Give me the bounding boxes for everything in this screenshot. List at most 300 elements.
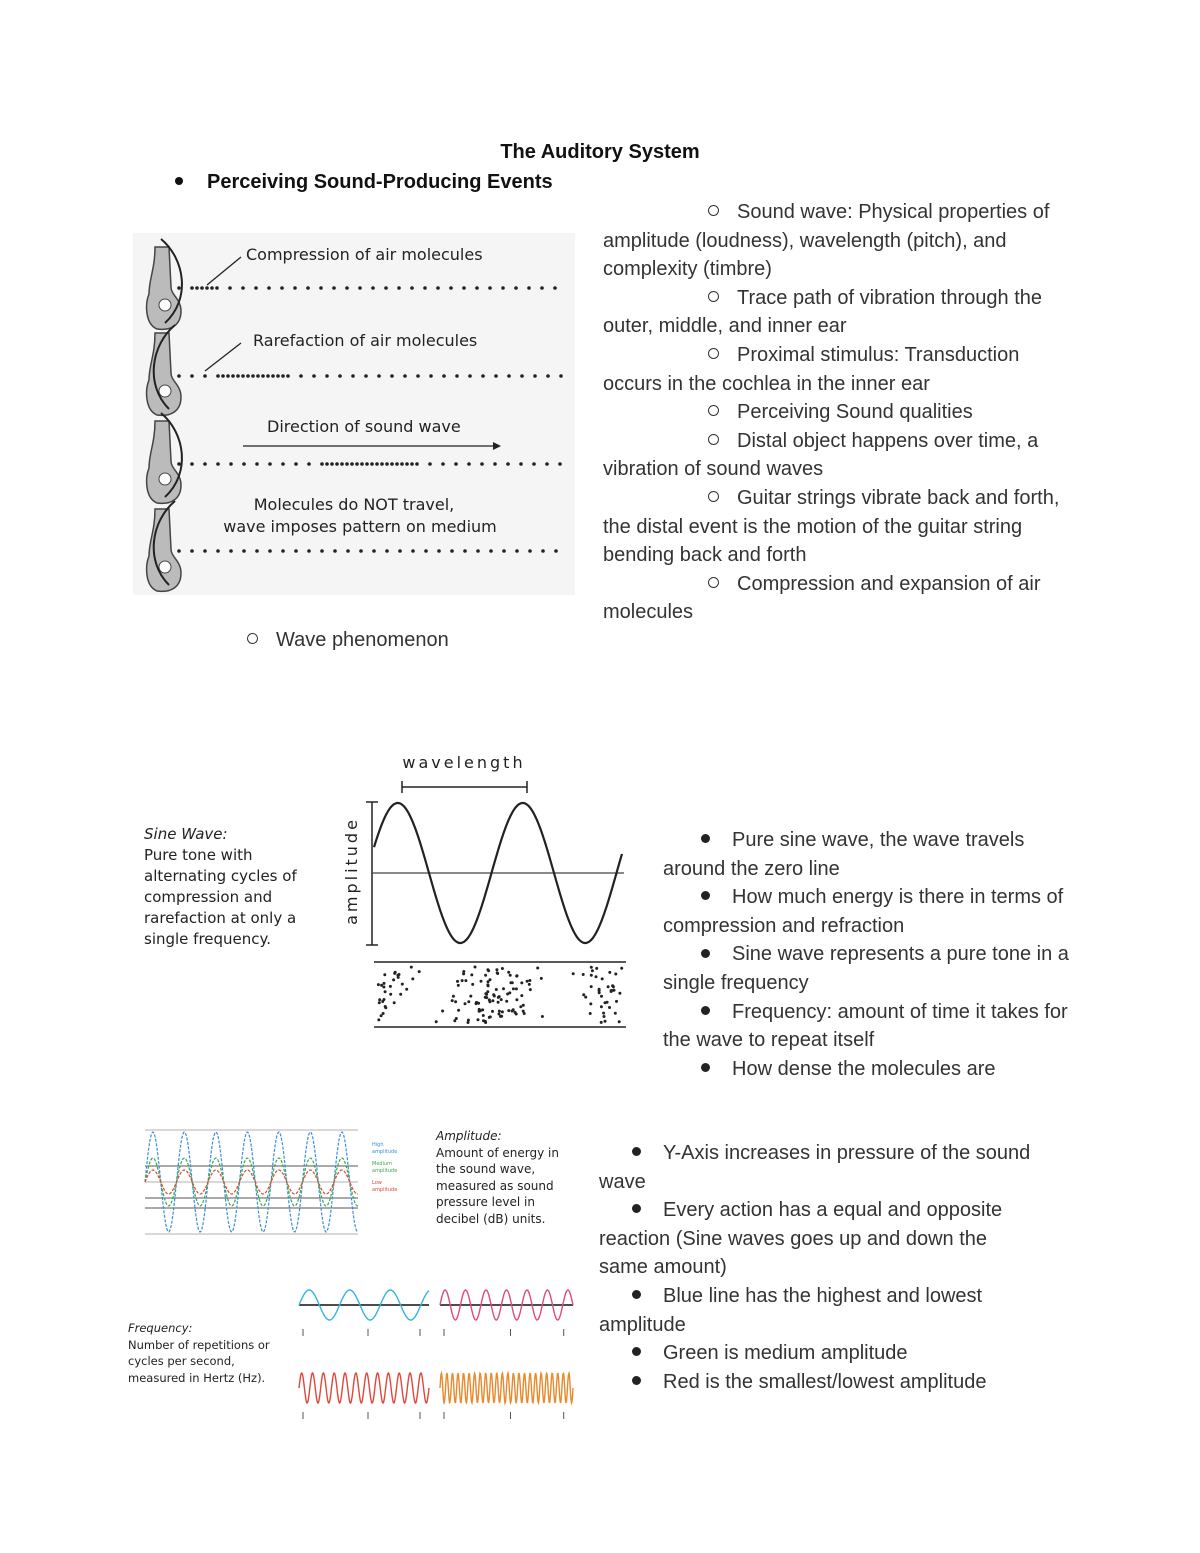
air-molecule-dot — [330, 462, 334, 466]
air-molecule-dot — [177, 549, 181, 553]
note-text: How dense the molecules are — [732, 1057, 996, 1080]
circle-bullet-icon — [247, 633, 258, 644]
molecule-dot — [489, 1015, 492, 1018]
bullet-icon — [701, 1063, 710, 1072]
note-item — [599, 1139, 1039, 1196]
circle-bullet-icon — [708, 348, 719, 359]
sine-caption-line: single frequency. — [144, 930, 272, 948]
note-item — [663, 940, 1083, 997]
molecule-dot — [595, 967, 598, 970]
molecules-label-1: Molecules do NOT travel, — [253, 495, 455, 514]
frequency-wave — [440, 1373, 573, 1403]
air-molecule-dot — [502, 549, 506, 553]
molecule-dot — [461, 979, 464, 982]
legend-high: High amplitude — [372, 1142, 398, 1155]
air-molecule-dot — [351, 374, 355, 378]
note-item — [663, 883, 1083, 940]
molecule-dot — [540, 977, 543, 980]
molecule-dot — [582, 993, 585, 996]
molecule-dot — [520, 981, 523, 984]
molecule-dot — [601, 977, 604, 980]
air-molecule-dot — [205, 286, 209, 290]
circle-bullet-icon — [708, 491, 719, 502]
molecule-dot — [435, 1020, 438, 1023]
molecule-dot — [389, 993, 392, 996]
molecule-dot — [528, 983, 531, 986]
air-molecule-dot — [365, 462, 369, 466]
air-molecule-dot — [410, 286, 414, 290]
molecule-dot — [607, 985, 610, 988]
air-molecule-dot — [506, 462, 510, 466]
note-item — [663, 826, 1083, 883]
molecule-dot — [467, 1019, 470, 1022]
air-molecule-dot — [241, 286, 245, 290]
molecule-dot — [380, 984, 383, 987]
molecule-dot — [418, 970, 421, 973]
air-molecule-dot — [385, 462, 389, 466]
air-molecule-dot — [501, 286, 505, 290]
molecule-dot — [591, 969, 594, 972]
molecule-dot — [380, 1014, 383, 1017]
air-molecule-dot — [276, 374, 280, 378]
bullet-icon — [701, 891, 710, 900]
molecule-dot — [497, 996, 500, 999]
molecule-dot — [519, 1005, 522, 1008]
air-molecule-dot — [514, 286, 518, 290]
air-molecule-dot — [527, 286, 531, 290]
frequency-panels — [295, 1275, 580, 1435]
note-text: Distal object happens over time, a vibration of sound waves — [603, 429, 1039, 481]
amplitude-caption-line: the sound wave, — [436, 1162, 536, 1177]
molecule-dot — [464, 979, 467, 982]
sine-caption-line: compression and — [144, 888, 273, 906]
air-molecule-dot — [540, 286, 544, 290]
molecule-dot — [512, 987, 515, 990]
molecule-dot — [396, 974, 399, 977]
compression-figure — [133, 233, 575, 595]
molecule-dot — [482, 1019, 485, 1022]
molecule-dot — [456, 980, 459, 983]
molecule-dot — [377, 983, 380, 986]
air-molecule-dot — [236, 374, 240, 378]
air-molecule-dot — [355, 462, 359, 466]
air-molecule-dot — [346, 549, 350, 553]
air-molecule-dot — [532, 462, 536, 466]
molecule-dot — [582, 973, 585, 976]
note-text: Sound wave: Physical properties of amplitude (loudness), wavelength (pitch), and complexity (timbre) — [603, 201, 1050, 281]
air-molecule-dot — [231, 374, 235, 378]
air-molecule-dot — [449, 286, 453, 290]
molecule-dot — [509, 974, 512, 977]
molecule-dot — [462, 972, 465, 975]
air-molecule-dot — [437, 549, 441, 553]
note-text: Every action has a equal and opposite reaction (Sine waves goes up and down the same amount) — [599, 1199, 1003, 1279]
molecule-dot — [501, 967, 504, 970]
amplitude-caption-line: Amount of energy in — [436, 1145, 559, 1160]
molecule-dot — [455, 1017, 458, 1020]
molecule-dot — [484, 992, 487, 995]
molecule-dot — [389, 985, 392, 988]
air-molecule-dot — [246, 374, 250, 378]
circle-bullet-icon — [708, 577, 719, 588]
air-molecule-dot — [177, 286, 181, 290]
note-item — [603, 341, 1073, 398]
molecule-dot — [590, 974, 593, 977]
molecule-dot — [615, 1000, 618, 1003]
sine-caption-line: Pure tone with — [144, 846, 253, 864]
air-molecule-dot — [481, 374, 485, 378]
notes-list-1 — [603, 198, 1073, 627]
note-item — [603, 284, 1073, 341]
air-molecule-dot — [255, 549, 259, 553]
molecule-dot — [410, 966, 413, 969]
frequency-waves — [299, 1290, 573, 1419]
air-molecule-dot — [400, 462, 404, 466]
molecule-dot — [471, 983, 474, 986]
molecule-dot — [589, 1012, 592, 1015]
molecule-dot — [608, 1006, 611, 1009]
molecule-dot — [608, 971, 611, 974]
molecule-dot — [522, 1004, 525, 1007]
note-text: Green is medium amplitude — [663, 1342, 908, 1365]
molecule-dot — [522, 1010, 525, 1013]
molecule-dot — [499, 1015, 502, 1018]
note-item — [603, 570, 1073, 627]
note-item — [663, 998, 1083, 1055]
amplitude-caption-line: decibel (dB) units. — [436, 1211, 546, 1226]
section-heading-text: Perceiving Sound-Producing Events — [207, 171, 553, 193]
air-molecule-dot — [293, 286, 297, 290]
note-text: Compression and expansion of air molecules — [603, 572, 1041, 624]
note-text: Red is the smallest/lowest amplitude — [663, 1370, 987, 1393]
molecule-dot — [377, 1018, 380, 1021]
molecule-dot — [481, 1008, 484, 1011]
molecule-dot — [520, 994, 523, 997]
bullet-icon — [175, 177, 183, 185]
molecule-dot — [451, 999, 454, 1002]
molecule-dot — [467, 1000, 470, 1003]
note-item — [599, 1282, 1039, 1339]
note-item — [603, 484, 1073, 570]
molecule-dot — [600, 995, 603, 998]
air-molecule-dot — [385, 549, 389, 553]
air-molecule-dot — [488, 286, 492, 290]
molecule-dot — [614, 1012, 617, 1015]
air-molecule-dot — [462, 286, 466, 290]
figure-background — [133, 233, 575, 595]
molecules-label-2: wave imposes pattern on medium — [223, 517, 497, 536]
air-molecule-dot — [468, 374, 472, 378]
bullet-icon — [632, 1376, 641, 1385]
note-item — [603, 427, 1073, 484]
bullet-icon — [701, 949, 710, 958]
air-molecule-dot — [371, 286, 375, 290]
molecule-dot — [536, 967, 539, 970]
molecule-dot — [484, 974, 487, 977]
molecule-dot — [598, 988, 601, 991]
air-molecule-dot — [294, 462, 298, 466]
air-molecule-dot — [190, 549, 194, 553]
sine-caption — [144, 824, 297, 950]
air-molecule-dot — [280, 286, 284, 290]
molecule-dot — [528, 979, 531, 982]
molecule-dot — [541, 1015, 544, 1018]
air-molecule-dot — [384, 286, 388, 290]
air-molecule-dot — [251, 374, 255, 378]
amplitude-label: amplitude — [342, 817, 361, 925]
air-molecule-dot — [390, 462, 394, 466]
amplitude-legend — [372, 1142, 406, 1194]
molecule-dot — [401, 983, 404, 986]
molecule-dot — [603, 1015, 606, 1018]
section-heading — [175, 171, 553, 194]
air-molecule-dot — [372, 549, 376, 553]
note-text: Perceiving Sound qualities — [737, 401, 973, 424]
air-molecule-dot — [221, 374, 225, 378]
air-molecule-dot — [261, 374, 265, 378]
molecule-dot — [501, 1010, 504, 1013]
amplitude-caption — [436, 1128, 559, 1228]
molecule-dot — [515, 1013, 518, 1016]
air-molecule-dot — [255, 462, 259, 466]
air-molecule-dot — [533, 374, 537, 378]
bullet-icon — [701, 834, 710, 843]
note-text: Pure sine wave, the wave travels around the zero line — [663, 829, 1025, 880]
molecule-dot — [474, 966, 477, 969]
amplitude-chart — [133, 1122, 378, 1240]
molecule-dot — [498, 1010, 501, 1013]
molecule-dot — [405, 988, 408, 991]
air-molecule-dot — [558, 462, 562, 466]
molecule-dot — [452, 995, 455, 998]
molecule-dot — [475, 1001, 478, 1004]
air-molecule-dot — [320, 549, 324, 553]
air-molecule-dot — [203, 462, 207, 466]
air-molecule-dot — [375, 462, 379, 466]
air-molecule-dot — [390, 374, 394, 378]
air-molecule-dot — [554, 549, 558, 553]
frequency-caption-line: measured in Hertz (Hz). — [128, 1370, 266, 1385]
air-molecule-dot — [546, 374, 550, 378]
air-molecule-dot — [266, 374, 270, 378]
molecule-dot — [411, 977, 414, 980]
circle-bullet-icon — [708, 205, 719, 216]
frequency-wave — [299, 1373, 429, 1403]
note-text: Frequency: amount of time it takes for the wave to repeat itself — [663, 1000, 1068, 1052]
air-molecule-dot — [397, 286, 401, 290]
air-molecule-dot — [268, 549, 272, 553]
note-text: Sine wave represents a pure tone in a single frequency — [663, 943, 1069, 994]
air-molecule-dot — [377, 374, 381, 378]
air-molecule-dot — [423, 286, 427, 290]
air-molecule-dot — [455, 374, 459, 378]
molecule-dot — [505, 1000, 508, 1003]
molecule-dot — [620, 967, 623, 970]
air-molecule-dot — [480, 462, 484, 466]
air-molecule-dot — [312, 374, 316, 378]
compression-label: Compression of air molecules — [246, 245, 483, 264]
molecule-dot — [515, 987, 518, 990]
air-molecule-dot — [294, 549, 298, 553]
circle-bullet-icon — [708, 291, 719, 302]
bullet-icon — [701, 1006, 710, 1015]
air-molecule-dot — [364, 374, 368, 378]
wave-phenomenon-text: Wave phenomenon — [276, 629, 449, 651]
legend-low: Low amplitude — [372, 1180, 398, 1193]
molecule-dot — [600, 1005, 603, 1008]
air-molecule-dot — [405, 462, 409, 466]
molecule-dot — [590, 966, 593, 969]
air-molecule-dot — [475, 286, 479, 290]
air-molecule-dot — [467, 462, 471, 466]
air-molecule-dot — [195, 286, 199, 290]
molecule-dot — [493, 995, 496, 998]
note-text: Blue line has the highest and lowest amplitude — [599, 1284, 983, 1336]
air-molecule-dot — [241, 374, 245, 378]
air-molecule-dot — [228, 286, 232, 290]
note-text: How much energy is there in terms of compression and refraction — [663, 886, 1064, 937]
air-molecule-dot — [545, 462, 549, 466]
air-molecule-dot — [403, 374, 407, 378]
molecule-dot — [480, 980, 483, 983]
molecule-dot — [515, 998, 518, 1001]
air-molecule-dot — [463, 549, 467, 553]
molecule-dot — [469, 995, 472, 998]
molecule-dot — [454, 1000, 457, 1003]
air-molecule-dot — [520, 374, 524, 378]
sine-caption-line: alternating cycles of — [144, 867, 297, 885]
molecule-dot — [618, 992, 621, 995]
air-molecule-dot — [242, 462, 246, 466]
amplitude-caption-line: measured as sound — [436, 1178, 554, 1193]
molecule-dot — [393, 1001, 396, 1004]
air-molecule-dot — [325, 374, 329, 378]
molecule-dot — [392, 978, 395, 981]
air-molecule-dot — [210, 286, 214, 290]
air-molecule-dot — [190, 286, 194, 290]
air-molecule-dot — [442, 374, 446, 378]
molecule-dot — [497, 1001, 500, 1004]
molecule-dot — [572, 972, 575, 975]
note-text: Guitar strings vibrate back and forth, the distal event is the motion of the guitar string bending back and forth — [603, 486, 1060, 567]
molecule-dot — [507, 1009, 510, 1012]
air-molecule-dot — [370, 462, 374, 466]
air-molecule-dot — [335, 462, 339, 466]
air-molecule-dot — [281, 462, 285, 466]
molecule-dot — [495, 988, 498, 991]
air-molecule-dot — [553, 286, 557, 290]
air-molecule-dot — [177, 374, 181, 378]
air-molecule-dot — [271, 374, 275, 378]
air-molecule-dot — [441, 462, 445, 466]
air-molecule-dot — [360, 462, 364, 466]
molecule-dot — [383, 998, 386, 1001]
molecule-dot — [488, 1000, 491, 1003]
bullet-icon — [632, 1147, 641, 1156]
sine-caption-title: Sine Wave: — [144, 825, 228, 843]
molecule-dot — [477, 1018, 480, 1021]
note-text: Proximal stimulus: Transduction occurs in the cochlea in the inner ear — [603, 343, 1020, 395]
page-title: The Auditory System — [500, 141, 700, 163]
molecule-dot — [487, 969, 490, 972]
air-molecule-dot — [215, 286, 219, 290]
molecule-dot — [602, 1012, 605, 1015]
air-molecule-dot — [242, 549, 246, 553]
air-molecule-dot — [494, 374, 498, 378]
molecule-dot — [489, 978, 492, 981]
air-molecule-dot — [332, 286, 336, 290]
molecule-dot — [584, 996, 587, 999]
molecule-dot — [378, 998, 381, 1001]
air-molecule-dot — [177, 462, 181, 466]
molecule-dot — [464, 1002, 467, 1005]
air-molecule-dot — [190, 462, 194, 466]
air-molecule-dot — [268, 462, 272, 466]
air-molecule-dot — [410, 462, 414, 466]
air-molecule-dot — [200, 286, 204, 290]
molecule-dot — [378, 1001, 381, 1004]
molecule-dot — [589, 1002, 592, 1005]
amplitude-caption-line: pressure level in — [436, 1195, 535, 1210]
air-molecule-dot — [190, 374, 194, 378]
air-molecule-dot — [493, 462, 497, 466]
sine-caption-line: rarefaction at only a — [144, 909, 297, 927]
circle-bullet-icon — [708, 405, 719, 416]
note-item — [599, 1368, 1039, 1397]
air-molecule-dot — [338, 374, 342, 378]
molecule-dot — [495, 968, 498, 971]
notes-list-2 — [663, 826, 1083, 1083]
air-molecule-dot — [216, 374, 220, 378]
molecule-dot — [393, 972, 396, 975]
rarefaction-label: Rarefaction of air molecules — [253, 331, 478, 350]
frequency-caption-title: Frequency: — [128, 1321, 193, 1335]
density-dots — [377, 966, 623, 1025]
wave-phenomenon-item — [247, 626, 449, 655]
air-molecule-dot — [216, 549, 220, 553]
molecule-dot — [598, 991, 601, 994]
wavelength-label: wavelength — [402, 753, 526, 772]
air-molecule-dot — [507, 374, 511, 378]
air-molecule-dot — [424, 549, 428, 553]
molecule-dot — [618, 1020, 621, 1023]
air-molecule-dot — [476, 549, 480, 553]
molecule-dot — [441, 1010, 444, 1013]
molecule-dot — [600, 1021, 603, 1024]
air-molecule-dot — [559, 374, 563, 378]
air-molecule-dot — [428, 462, 432, 466]
air-molecule-dot — [306, 286, 310, 290]
note-item — [663, 1055, 1083, 1084]
air-molecule-dot — [416, 374, 420, 378]
molecule-dot — [507, 971, 510, 974]
air-molecule-dot — [380, 462, 384, 466]
air-molecule-dot — [489, 549, 493, 553]
air-molecule-dot — [203, 549, 207, 553]
legend-medium: Medium amplitude — [372, 1161, 398, 1174]
molecule-dot — [491, 999, 494, 1002]
note-text: Trace path of vibration through the outer, middle, and inner ear — [603, 286, 1042, 338]
molecule-dot — [491, 1010, 494, 1013]
bullet-icon — [632, 1204, 641, 1213]
molecule-dot — [478, 1010, 481, 1013]
molecule-dot — [399, 993, 402, 996]
molecule-dot — [516, 974, 519, 977]
bullet-icon — [632, 1347, 641, 1356]
air-molecule-dot — [229, 462, 233, 466]
air-molecule-dot — [358, 286, 362, 290]
molecule-dot — [509, 981, 512, 984]
